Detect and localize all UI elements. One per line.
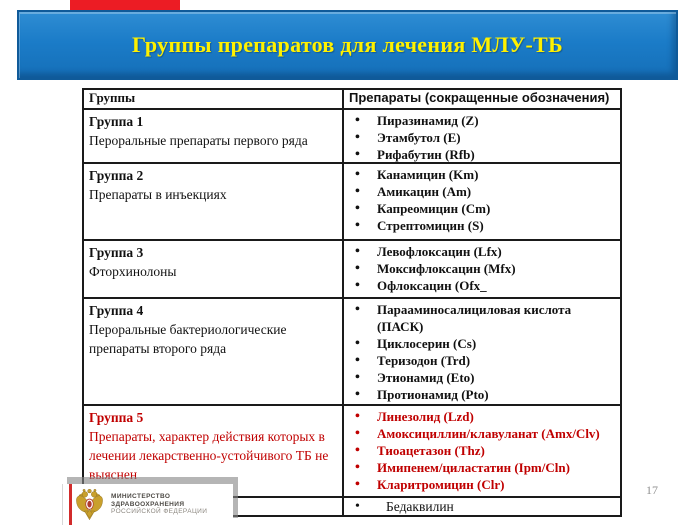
group-name: Группа 4 [89,303,144,318]
group-name: Группа 2 [89,168,144,183]
table-row [84,108,620,162]
table-row [84,404,620,496]
drug-item: • Протионамид (Pto) [344,386,620,403]
group-name: Группа 3 [89,245,144,260]
drug-item: • Циклосерин (Cs) [344,335,620,352]
drugs-cell [344,498,620,515]
coat-of-arms-icon [75,487,104,522]
drug-item: • Амикацин (Am) [344,183,620,200]
drugs-cell [344,164,620,239]
drug-item: • Моксифлоксацин (Mfx) [344,260,620,277]
column-header-drugs: Препараты (сокращенные обозначения) [349,90,610,105]
table-header-row [84,90,620,108]
slide-title: Группы препаратов для лечения МЛУ-ТБ [132,32,563,57]
drug-item: • Тиоацетазон (Thz) [344,442,620,459]
group-description: Пероральные бактериологические препараты второго ряда [89,322,287,356]
drug-item: • Пиразинамид (Z) [344,112,620,129]
drug-item: • Этамбутол (E) [344,129,620,146]
table-row [84,239,620,297]
drug-item: • Офлоксацин (Ofx_ [344,277,620,294]
group-name: Группа 1 [89,114,144,129]
drug-item: • Амоксициллин/клавуланат (Amx/Clv) [344,425,620,442]
ministry-name-line3: РОССИЙСКОЙ ФЕДЕРАЦИИ [111,508,208,516]
drugs-cell [344,406,620,496]
drug-item: • Рифабутин (Rfb) [344,146,620,162]
group-description: Препараты в инъекциях [89,187,227,202]
drug-item: • Капреомицин (Cm) [344,200,620,217]
drug-item: • Бедаквилин [344,499,620,514]
drug-item: • Этионамид (Eto) [344,369,620,386]
slide-title-bar [17,10,678,80]
drugs-cell [344,110,620,162]
group-description: Фторхинолоны [89,264,177,279]
group-cell [84,110,344,162]
drug-item: • Теризодон (Trd) [344,352,620,369]
drug-item: • Имипенем/циластатин (Ipm/Cln) [344,459,620,476]
group-cell [84,406,344,496]
drug-item: • Линезолид (Lzd) [344,408,620,425]
ministry-name-line1: МИНИСТЕРСТВО [111,493,171,501]
group-description: Препараты, характер действия которых в лечении лекарственно-устойчивого ТБ не выяснен [89,429,329,482]
column-header-groups: Группы [84,90,344,108]
ministry-name-line2: ЗДРАВООХРАНЕНИЯ [111,500,185,508]
group-description: Пероральные препараты первого ряда [89,133,308,148]
group-cell [84,299,344,404]
drug-item: • Левофлоксацин (Lfx) [344,243,620,260]
drugs-cell [344,241,620,297]
table-row [84,297,620,404]
drug-item: • Стрептомицин (S) [344,217,620,234]
drug-groups-table [82,88,622,517]
drug-item: • Канамицин (Km) [344,166,620,183]
drug-item: • Кларитромицин (Clr) [344,476,620,493]
page-number: 17 [646,483,658,497]
ministry-name [111,493,207,516]
group-cell [84,241,344,297]
ministry-logo [62,484,233,525]
group-cell [84,164,344,239]
drug-item: • Парааминосалициловая кислота (ПАСК) [344,301,620,335]
table-row [84,162,620,239]
drugs-cell [344,299,620,404]
group-name: Группа 5 [89,410,144,425]
